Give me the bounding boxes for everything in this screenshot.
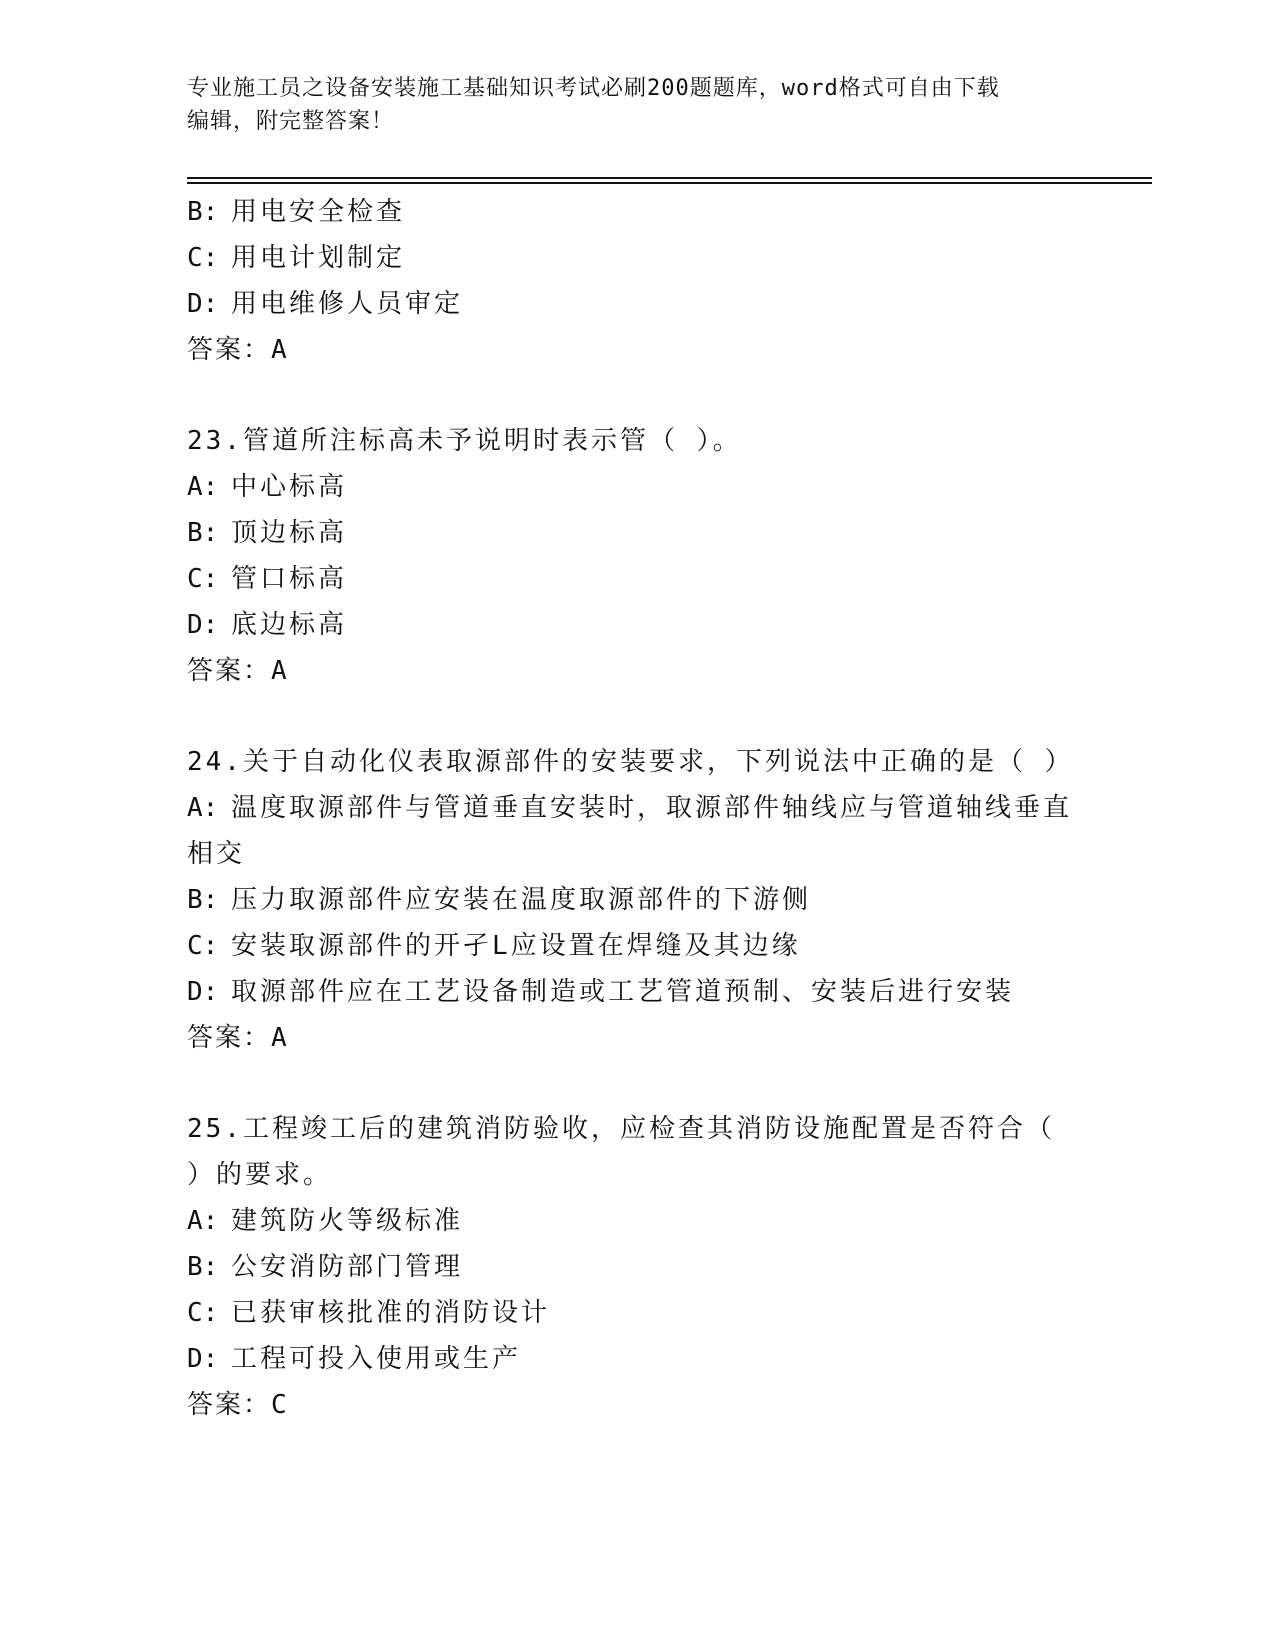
question-24 [187,739,1087,1061]
option-d: D: 用电维修人员审定 [187,289,464,319]
option-b: B: 压力取源部件应安装在温度取源部件的下游侧 [187,885,812,915]
answer-line: 答案：C [187,1390,287,1420]
option-c: C: 已获审核批准的消防设计 [187,1298,551,1328]
question-22 [187,189,1087,373]
question-stem-line-2: ）的要求。 [187,1160,333,1190]
header-divider-top [187,177,1152,179]
answer-value: A [271,1023,287,1053]
answer-line: 答案：A [187,656,287,686]
option-c: C: 安装取源部件的开孑L应设置在焊缝及其边缘 [187,931,801,961]
answer-line: 答案：A [187,335,287,365]
option-b: B: 公安消防部门管理 [187,1252,464,1282]
option-b: B: 用电安全检查 [187,197,406,227]
answer-line: 答案：A [187,1023,287,1053]
question-list [187,189,1087,1428]
question-stem: 23.管道所注标高未予说明时表示管（ ）。 [187,426,742,456]
option-a: A: 中心标高 [187,472,348,502]
option-a: A: 温度取源部件与管道垂直安装时，取源部件轴线应与管道轴线垂直 [187,793,1073,823]
question-stem-line-1: 25.工程竣工后的建筑消防验收，应检查其消防设施配置是否符合（ [187,1114,1055,1144]
document-header [187,72,1067,138]
option-a: A: 建筑防火等级标准 [187,1206,464,1236]
answer-value: A [271,335,287,365]
spacer [187,1061,1087,1106]
option-d: D: 取源部件应在工艺设备制造或工艺管道预制、安装后进行安装 [187,977,1015,1007]
option-b: B: 顶边标高 [187,518,348,548]
header-title-line-1: 专业施工员之设备安装施工基础知识考试必刷200题题库，word格式可自由下载 [187,76,1000,101]
header-divider-bottom [187,182,1152,184]
option-a-continuation: 相交 [187,839,246,869]
question-stem: 24.关于自动化仪表取源部件的安装要求，下列说法中正确的是（ ） [187,747,1074,777]
question-23 [187,418,1087,694]
answer-value: C [271,1390,287,1420]
header-title-line-2: 编辑，附完整答案！ [187,109,395,134]
option-c: C: 管口标高 [187,564,348,594]
spacer [187,373,1087,418]
question-25 [187,1106,1087,1428]
answer-value: A [271,656,287,686]
option-d: D: 底边标高 [187,610,348,640]
option-d: D: 工程可投入使用或生产 [187,1344,522,1374]
spacer [187,694,1087,739]
option-c: C: 用电计划制定 [187,243,406,273]
